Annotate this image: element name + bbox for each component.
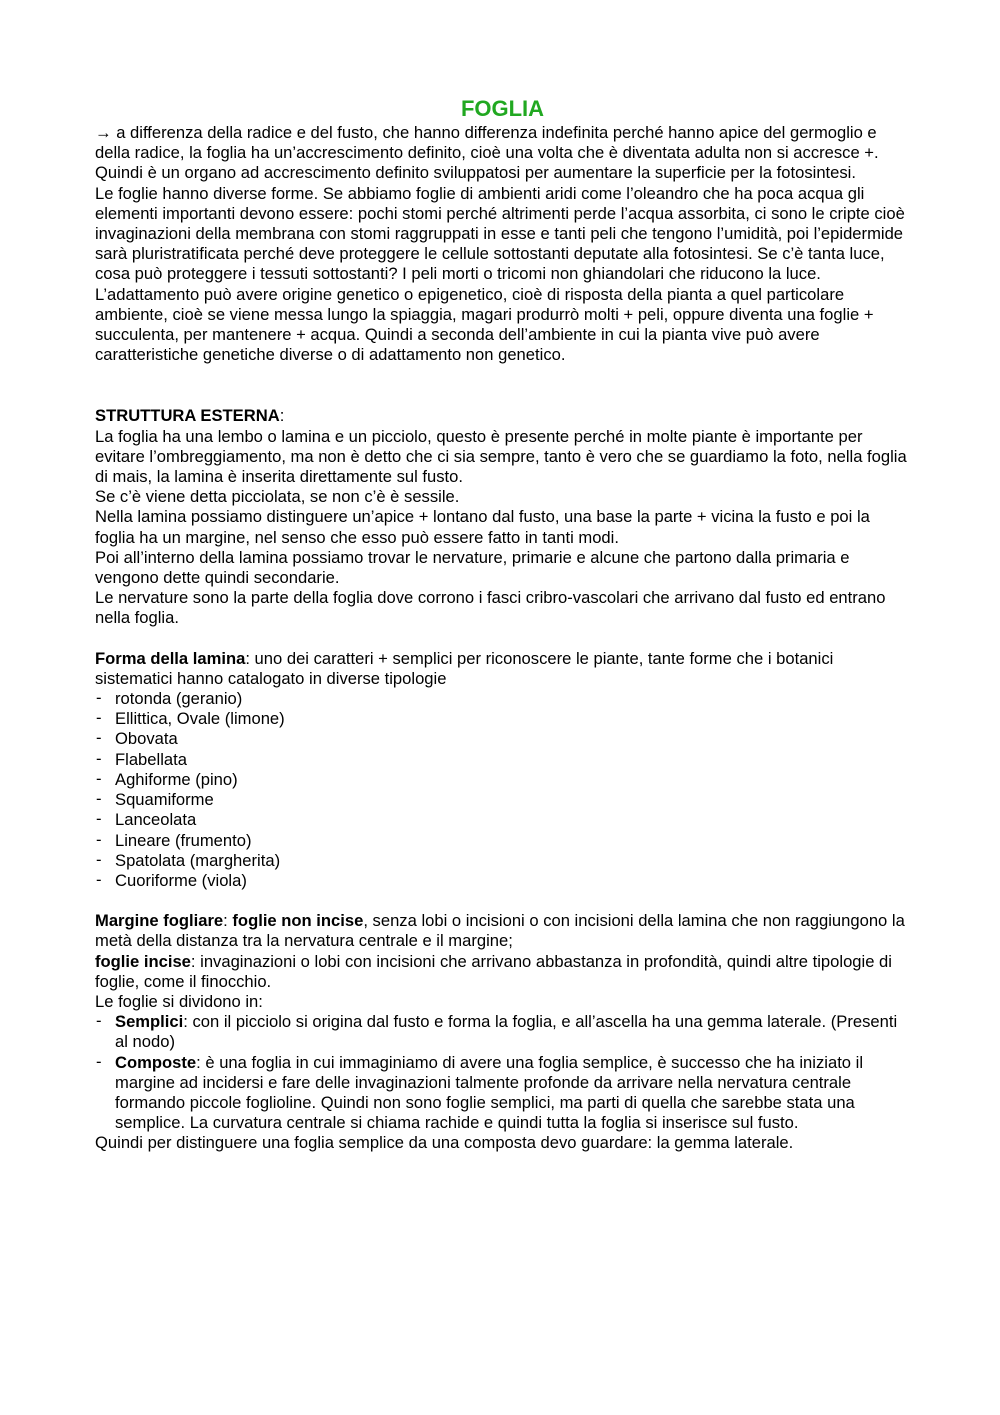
list-item: - Spatolata (margherita) — [95, 851, 910, 871]
intro-paragraph: Le foglie hanno diverse forme. Se abbiamo foglie di ambienti aridi come l’oleandro che ha poca acqua gli elementi importanti devono essere: pochi stomi perché altrimenti perde l’acqua assorbita, ci sono le cripte cioè invaginazioni della membrana con stomi raggruppati in esse e tanti peli che tengono l’umidità, poi l’epidermide sarà pluristratificata perché deve proteggere le cellule sottostanti deputate alla fotosintesi. Se c’è tanta luce, cosa può proteggere i tessuti sottostanti? I peli morti o tricomi non ghiandolari che riducono la luce. — [95, 183, 905, 284]
struttura-paragraph: Poi all’interno della lamina possiamo trovar le nervature, primarie e alcune che partono dalla primaria e vengono dette quindi secondarie. — [95, 547, 850, 588]
struttura-paragraph: Se c’è viene detta picciolata, se non c’è è sessile. — [95, 487, 460, 507]
intro-paragraph: → a differenza della radice e del fusto, che hanno differenza indefinita perché hanno apice del germoglio e della radice, la foglia ha un’accrescimento definito, cioè una volta che è diventata adulta non si accresce +. Quindi è un organo ad accrescimento definito sviluppatosi per aumentare la superficie per la fotosintesi. — [95, 123, 879, 183]
list-item: - rotonda (geranio) — [95, 689, 910, 709]
struttura-paragraph: Nella lamina possiamo distinguere un’apice + lontano dal fusto, una base la parte + vicina la fusto e poi la foglia ha un margine, nel senso che esso può essere fatto in tanti modi. — [95, 507, 870, 547]
non-incise-heading: foglie non incise — [232, 911, 364, 931]
forma-text: : uno dei caratteri + semplici per riconoscere le piante, tante forme che i botanici sistematici hanno catalogato in diverse tipologie — [95, 648, 834, 688]
list-item: - Squamiforme — [95, 790, 910, 810]
composte-heading: Composte — [115, 1052, 197, 1072]
list-item-composte — [95, 1053, 910, 1134]
closing-paragraph: Quindi per distinguere una foglia semplice da una composta devo guardare: la gemma laterale. — [95, 1133, 794, 1153]
list-item: - Flabellata — [95, 750, 910, 770]
list-item: - Ellittica, Ovale (limone) — [95, 709, 910, 729]
list-item-semplici — [95, 1012, 910, 1052]
list-item: - Lineare (frumento) — [95, 831, 910, 851]
incise-heading: foglie incise — [95, 951, 191, 971]
spacer — [95, 629, 910, 649]
list-item: - Cuoriforme (viola) — [95, 871, 910, 891]
page-title: FOGLIA — [460, 96, 545, 121]
spacer — [95, 891, 910, 911]
list-item: - Aghiforme (pino) — [95, 770, 910, 790]
forma-list — [95, 689, 910, 891]
forma-heading: Forma della lamina — [95, 648, 246, 668]
intro-paragraph: L’adattamento può avere origine genetico o epigenetico, cioè di risposta della pianta a quel particolare ambiente, cioè se viene messa lungo la spiaggia, magari produrrò molti + peli, oppure diventa una foglie + succulenta, per mantenere + acqua. Quindi a seconda dell’ambiente in cui la pianta vive può avere caratteristiche genetiche diverse o di adattamento non genetico. — [95, 284, 874, 365]
section-heading-struttura — [95, 406, 910, 426]
incise-paragraph — [95, 952, 910, 992]
tipi-foglie-list — [95, 1012, 910, 1133]
struttura-paragraph: Le nervature sono la parte della foglia dove corrono i fasci cribro-vascolari che arrivano dal fusto ed entrano nella foglia. — [95, 588, 886, 628]
semplici-text: : con il picciolo si origina dal fusto e forma la foglia, e all’ascella ha una gemma laterale. (Presenti al nodo) — [115, 1012, 898, 1052]
margine-paragraph — [95, 911, 910, 951]
spacer — [95, 365, 910, 406]
document-page — [95, 95, 910, 1154]
incise-text: : invaginazioni o lobi con incisioni che arrivano abbastanza in profondità, quindi altre tipologie di foglie, come il finocchio. — [95, 951, 892, 991]
margine-heading: Margine fogliare — [95, 911, 224, 931]
non-incise-text: , senza lobi o incisioni o con incisioni della lamina che non raggiungono la metà della distanza tra la nervatura centrale e il margine; — [95, 911, 905, 951]
struttura-heading: STRUTTURA ESTERNA — [95, 406, 280, 426]
semplici-heading: Semplici — [115, 1012, 184, 1032]
struttura-paragraph: La foglia ha una lembo o lamina e un picciolo, questo è presente perché in molte piante è importante per evitare l’ombreggiamento, ma non è detto che ci sia sempre, tanto è vero che se guardiamo la foto, nella foglia di mais, la lamina è inserita direttamente sul fusto. — [95, 426, 907, 487]
divide-paragraph: Le foglie si dividono in: — [95, 991, 263, 1011]
margine-sep: : — [223, 911, 233, 931]
forma-paragraph — [95, 649, 910, 689]
composte-text: : è una foglia in cui immaginiamo di avere una foglia semplice, è successo che ha iniziato il margine ad incidersi e fare delle invaginazioni talmente profonde da arrivare nella nervatura centrale formando piccole foglioline. Quindi non sono foglie semplici, ma parti di quella che sarebbe stata una semplice. La curvatura centrale si chiama rachide e quindi tutta la foglia si inserisce sul fusto. — [115, 1052, 864, 1133]
list-item: - Lanceolata — [95, 810, 910, 830]
struttura-colon: : — [279, 406, 285, 426]
list-item: - Obovata — [95, 729, 910, 749]
